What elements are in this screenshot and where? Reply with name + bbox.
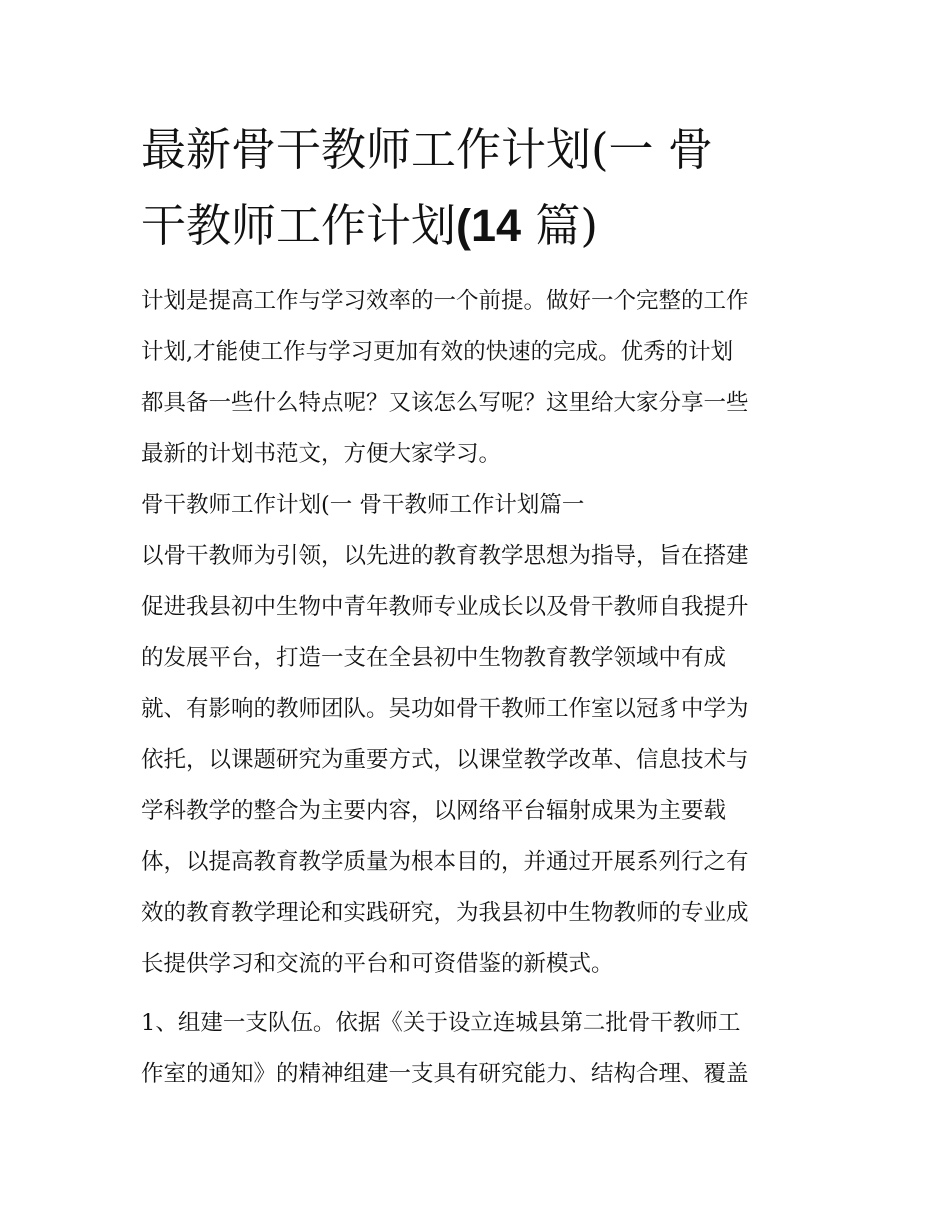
text-line: 效的教育教学理论和实践研究，为我县初中生物教师的专业成 bbox=[141, 900, 749, 926]
text-line: 都具备一些什么特点呢？又该怎么写呢？这里给大家分享一些 bbox=[141, 390, 749, 416]
text-line: 体，以提高教育教学质量为根本目的，并通过开展系列行之有 bbox=[141, 849, 749, 875]
text-line: 促进我县初中生物中青年教师专业成长以及骨干教师自我提升 bbox=[141, 594, 749, 620]
text-line: 计划是提高工作与学习效率的一个前提。做好一个完整的工作 bbox=[141, 288, 749, 314]
text-line: 学科教学的整合为主要内容，以网络平台辐射成果为主要载 bbox=[141, 798, 727, 824]
list-item: 1、组建一支队伍。依据《关于设立连城县第二批骨干教师工 bbox=[141, 1010, 741, 1036]
text-line: 的发展平台，打造一支在全县初中生物教育教学领域中有成 bbox=[141, 645, 727, 671]
title-suffix: 篇) bbox=[521, 199, 598, 252]
title-line-1: 最新骨干教师工作计划(一 骨 bbox=[141, 123, 713, 176]
title-count: (14 bbox=[456, 200, 522, 251]
text-line: 作室的通知》的精神组建一支具有研究能力、结构合理、覆盖 bbox=[141, 1061, 749, 1087]
text-line: 长提供学习和交流的平台和可资借鉴的新模式。 bbox=[141, 951, 614, 977]
document-title bbox=[141, 112, 813, 264]
text-line: 以骨干教师为引领，以先进的教育教学思想为指导，旨在搭建 bbox=[141, 543, 749, 569]
document-page bbox=[141, 112, 813, 1100]
text-line: 就、有影响的教师团队。吴功如骨干教师工作室以冠豸中学为 bbox=[141, 696, 749, 722]
section-heading: 骨干教师工作计划(一 骨干教师工作计划篇一 bbox=[141, 492, 585, 518]
title-line-2: 干教师工作计划 bbox=[141, 199, 457, 252]
text-line: 计划,才能使工作与学习更加有效的快速的完成。优秀的计划 bbox=[141, 339, 734, 365]
text-line: 依托，以课题研究为重要方式，以课堂教学改革、信息技术与 bbox=[141, 747, 749, 773]
text-line: 最新的计划书范文，方便大家学习。 bbox=[141, 441, 502, 467]
document-body bbox=[141, 276, 813, 1100]
